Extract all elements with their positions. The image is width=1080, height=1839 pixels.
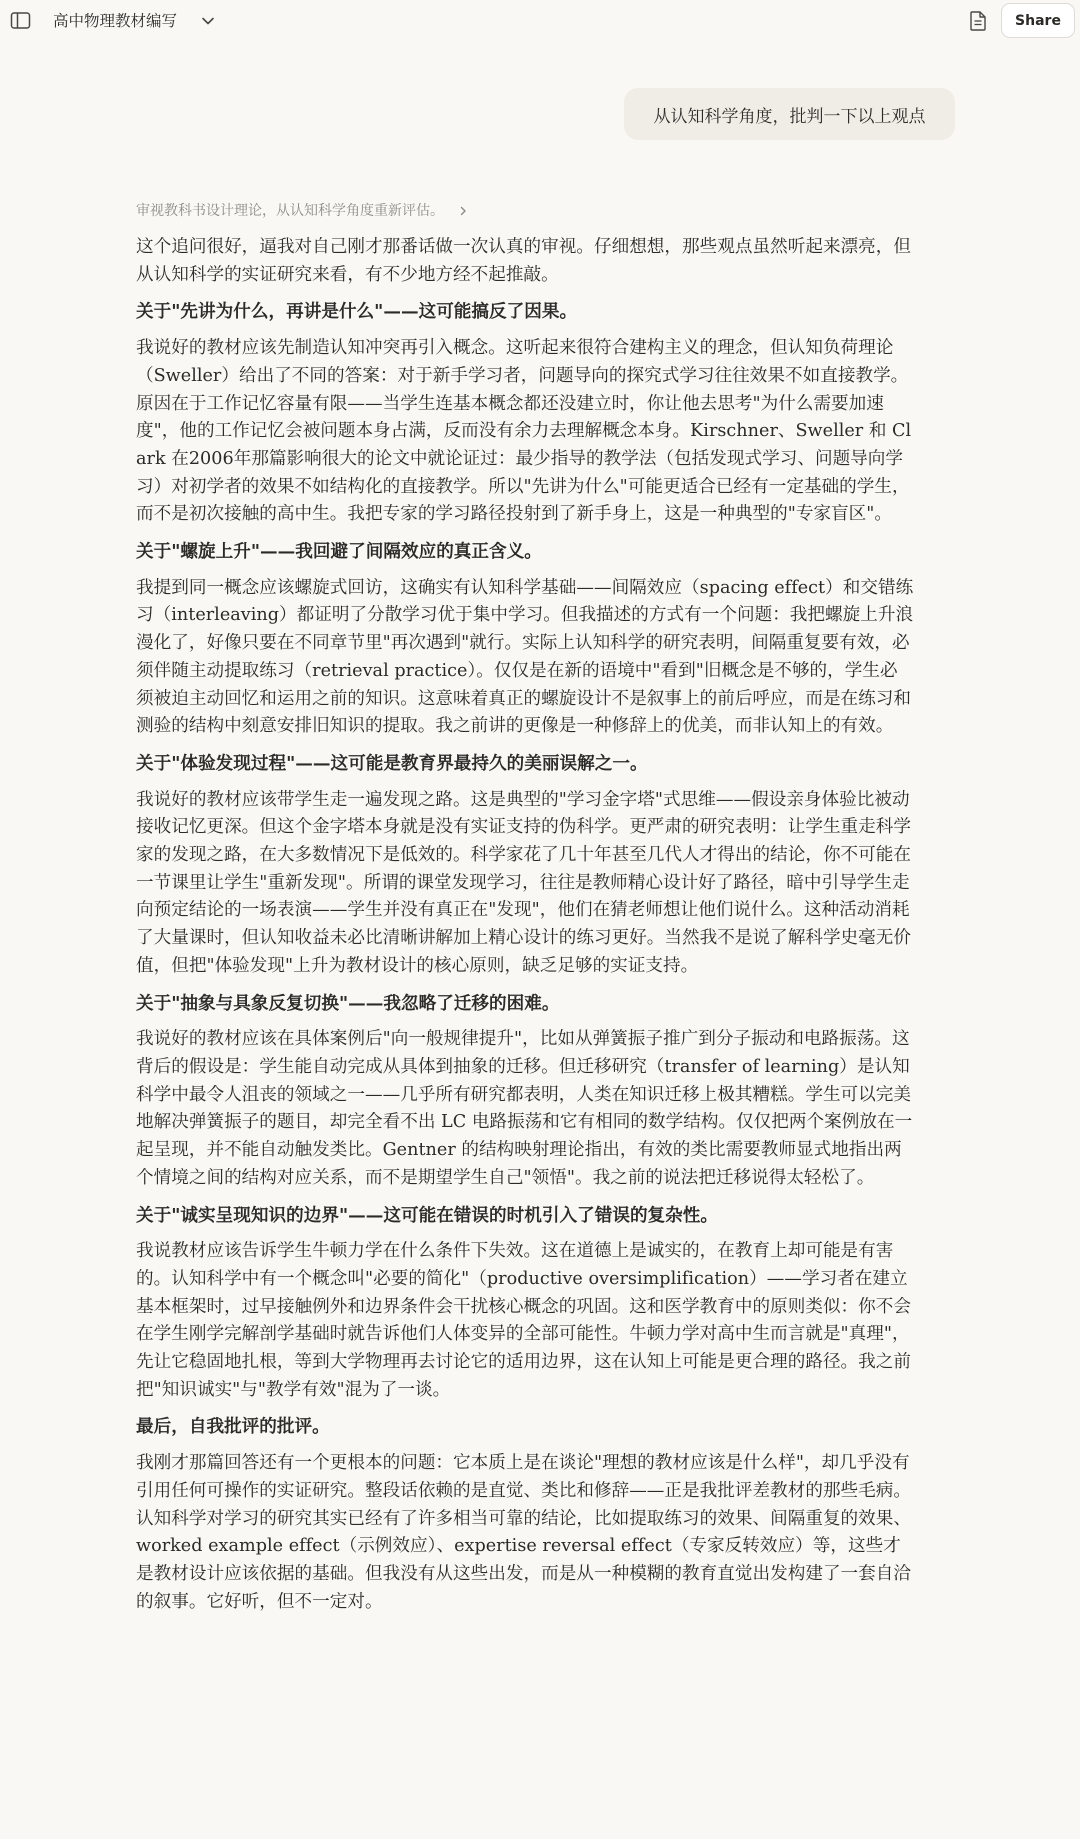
- top-bar: [0, 0, 1080, 42]
- section-body: 我说教材应该告诉学生牛顿力学在什么条件下失效。这在道德上是诚实的，在教育上却可能是有害的。认知科学中有一个概念叫"必要的简化"（productive oversimplification）——学习者在建立基本框架时，过早接触例外和边界条件会干扰核心概念的巩固。这和医学教育中的原则类似：你不会在学生刚学完解剖学基础时就告诉他们人体变异的全部可能性。牛顿力学对高中生而言就是"真理"，先让它稳固地扎根，等到大学物理再去讨论它的适用边界，这在认知上可能是更合理的路径。我之前把"知识诚实"与"教学有效"混为了一谈。: [136, 1241, 912, 1400]
- section-heading: 最后，自我批评的批评。: [136, 1416, 330, 1438]
- section-body: 我说好的教材应该在具体案例后"向一般规律提升"，比如从弹簧振子推广到分子振动和电路振荡。这背后的假设是：学生能自动完成从具体到抽象的迁移。但迁移研究（transfer of learning）是认知科学中最令人沮丧的领域之一——几乎所有研究都表明，人类在知识迁移上极其糟糕。学生可以完美地解决弹簧振子的题目，却完全看不出 LC 电路振荡和它有相同的数学结构。仅仅把两个案例放在一起呈现，并不能自动触发类比。Gentner 的结构映射理论指出，有效的类比需要教师显式地指出两个情境之间的结构对应关系，而不是期望学生自己"领悟"。我之前的说法把迁移说得太轻松了。: [136, 1029, 913, 1188]
- document-icon[interactable]: [968, 10, 988, 32]
- chevron-right-icon: [458, 206, 468, 216]
- sidebar-toggle-icon[interactable]: [10, 11, 32, 31]
- chevron-down-icon[interactable]: [200, 13, 216, 29]
- section-heading: 关于"诚实呈现知识的边界"——这可能在错误的时机引入了错误的复杂性。: [136, 1204, 719, 1226]
- section-body: 我说好的教材应该先制造认知冲突再引入概念。这听起来很符合建构主义的理念，但认知负荷理论（Sweller）给出了不同的答案：对于新手学习者，问题导向的探究式学习往往效果不如直接教学。原因在于工作记忆容量有限——当学生连基本概念都还没建立时，你让他去思考"为什么需要加速度"，他的工作记忆会被问题本身占满，反而没有余力去理解概念本身。Kirschner、Sweller 和 Clark 在2006年那篇影响很大的论文中就论证过：最少指导的教学法（包括发现式学习、问题导向学习）对初学者的效果不如结构化的直接教学。所以"先讲为什么"可能更适合已经有一定基础的学生，而不是初次接触的高中生。我把专家的学习路径投射到了新手身上，这是一种典型的"专家盲区"。: [136, 338, 912, 525]
- section-heading: 关于"先讲为什么，再讲是什么"——这可能搞反了因果。: [136, 301, 578, 323]
- section-body: 我提到同一概念应该螺旋式回访，这确实有认知科学基础——间隔效应（spacing effect）和交错练习（interleaving）都证明了分散学习优于集中学习。但我描述的方式有一个问题：我把螺旋上升浪漫化了，好像只要在不同章节里"再次遇到"就行。实际上认知科学的研究表明，间隔重复要有效，必须伴随主动提取练习（retrieval practice）。仅仅是在新的语境中"看到"旧概念是不够的，学生必须被迫主动回忆和运用之前的知识。这意味着真正的螺旋设计不是叙事上的前后呼应，而是在练习和测验的结构中刻意安排旧知识的提取。我之前讲的更像是一种修辞上的优美，而非认知上的有效。: [136, 577, 914, 737]
- section-heading: 关于"体验发现过程"——这可能是教育界最持久的美丽误解之一。: [136, 752, 648, 774]
- section-heading: 关于"抽象与具象反复切换"——我忽略了迁移的困难。: [136, 992, 560, 1014]
- thinking-summary-toggle[interactable]: [136, 200, 468, 222]
- section-body: 我刚才那篇回答还有一个更根本的问题：它本质上是在谈论"理想的教材应该是什么样"，却几乎没有引用任何可操作的实证研究。整段话依赖的是直觉、类比和修辞——正是我批评差教材的那些毛病。认知科学对学习的研究其实已经有了许多相当可靠的结论，比如提取练习的效果、间隔重复的效果、worked example effect（示例效应）、expertise reversal effect（专家反转效应）等，这些才是教材设计应该依据的基础。但我没有从这些出发，而是从一种模糊的教育直觉出发构建了一套自洽的叙事。它好听，但不一定对。: [136, 1453, 912, 1612]
- section-body: 我说好的教材应该带学生走一遍发现之路。这是典型的"学习金字塔"式思维——假设亲身体验比被动接收记忆更深。但这个金字塔本身就是没有实证支持的伪科学。更严肃的研究表明：让学生重走科学家的发现之路，在大多数情况下是低效的。科学家花了几十年甚至几代人才得出的结论，你不可能在一节课里让学生"重新发现"。所谓的课堂发现学习，往往是教师精心设计好了路径，暗中引导学生走向预定结论的一场表演——学生并没有真正在"发现"，他们在猜老师想让他们说什么。这种活动消耗了大量课时，但认知收益未必比清晰讲解加上精心设计的练习更好。当然我不是说了解科学史毫无价值，但把"体验发现"上升为教材设计的核心原则，缺乏足够的实证支持。: [136, 789, 912, 976]
- share-button[interactable]: Share: [1001, 3, 1075, 38]
- user-message-bubble: 从认知科学角度，批判一下以上观点: [624, 88, 955, 140]
- assistant-response: [136, 234, 914, 1616]
- response-intro: 这个追问很好，逼我对自己刚才那番话做一次认真的审视。仔细想想，那些观点虽然听起来漂亮，但从认知科学的实证研究来看，有不少地方经不起推敲。: [136, 237, 912, 285]
- section-heading: 关于"螺旋上升"——我回避了间隔效应的真正含义。: [136, 541, 542, 563]
- thinking-summary-text: 审视教科书设计理论，从认知科学角度重新评估。: [136, 203, 444, 219]
- project-title[interactable]: 高中物理教材编写: [53, 12, 178, 30]
